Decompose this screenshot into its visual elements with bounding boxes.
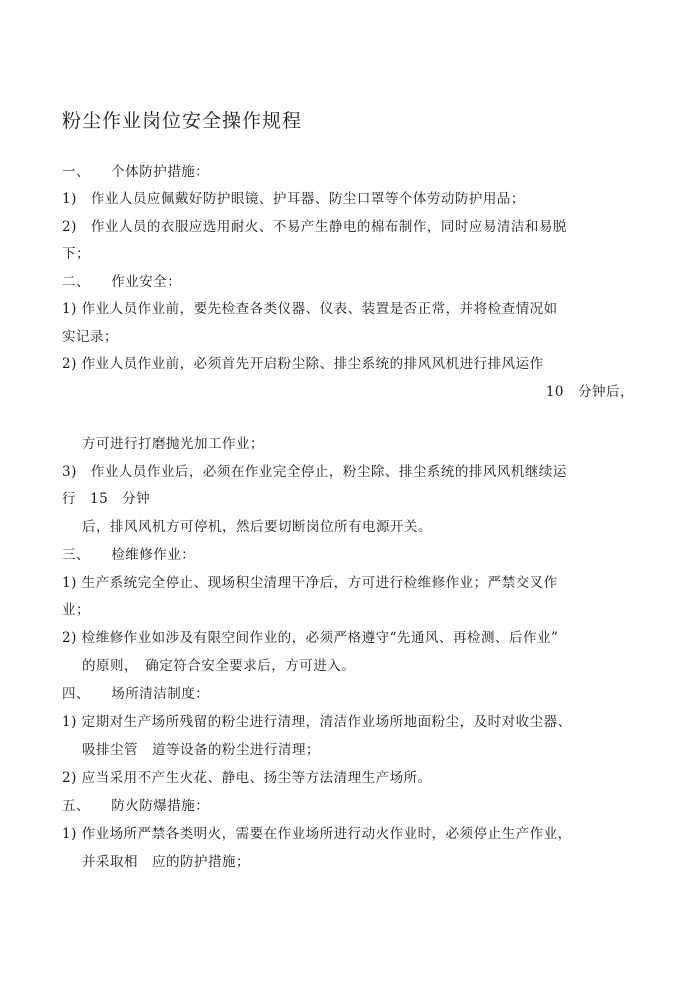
paragraph-line: 10 分钟后， [545,384,634,400]
paragraph-line: 行 15 分钟 [62,491,151,507]
section-heading: 二、 作业安全： [62,274,182,290]
paragraph-line: 1) 定期对生产场所残留的粉尘进行清理，清洁作业场所地面粉尘，及时对收尘器、 [62,714,572,730]
section-heading: 一、 个体防护措施： [62,164,210,180]
paragraph-line: 的原则， 确定符合安全要求后，方可进入。 [82,658,356,674]
paragraph-line: 1) 生产系统完全停止、现场积尘清理干净后，方可进行检维修作业；严禁交叉作 [62,575,558,591]
paragraph-line: 1) 作业人员作业前，要先检查各类仪器、仪表、装置是否正常，并将检查情况如 [62,301,558,317]
paragraph-line: 方可进行打磨抛光加工作业； [82,436,264,452]
paragraph-line: 下； [62,246,90,262]
paragraph-line: 2) 应当采用不产生火花、静电、扬尘等方法清理生产场所。 [62,770,432,786]
paragraph-line: 1) 作业场所严禁各类明火，需要在作业场所进行动火作业时，必须停止生产作业， [62,826,572,842]
paragraph-line: 并采取相 应的防护措施； [82,854,250,870]
section-heading: 四、 场所清洁制度： [62,686,210,702]
section-heading: 三、 检维修作业： [62,547,196,563]
paragraph-line: 吸排尘管 道等设备的粉尘进行清理； [82,742,320,758]
page-title: 粉尘作业岗位安全操作规程 [62,110,303,132]
paragraph-line: 2) 检维修作业如涉及有限空间作业的，必须严格遵守“先通风、再检测、后作业” [62,630,559,646]
paragraph-line: 后，排风风机方可停机，然后要切断岗位所有电源开关。 [82,519,432,535]
section-heading: 五、 防火防爆措施： [62,798,210,814]
paragraph-line: 3) 作业人员作业后，必须在作业完全停止，粉尘除、排尘系统的排风风机继续运 [62,464,567,480]
paragraph-line: 业； [62,602,90,618]
paragraph-line: 2) 作业人员的衣服应选用耐火、不易产生静电的棉布制作，同时应易清洁和易脱 [62,219,567,235]
paragraph-line: 实记录； [62,329,118,345]
paragraph-line: 2) 作业人员作业前，必须首先开启粉尘除、排尘系统的排风风机进行排风运作 [62,356,544,372]
paragraph-line: 1) 作业人员应佩戴好防护眼镜、护耳器、防尘口罩等个体劳动防护用品； [62,191,525,207]
